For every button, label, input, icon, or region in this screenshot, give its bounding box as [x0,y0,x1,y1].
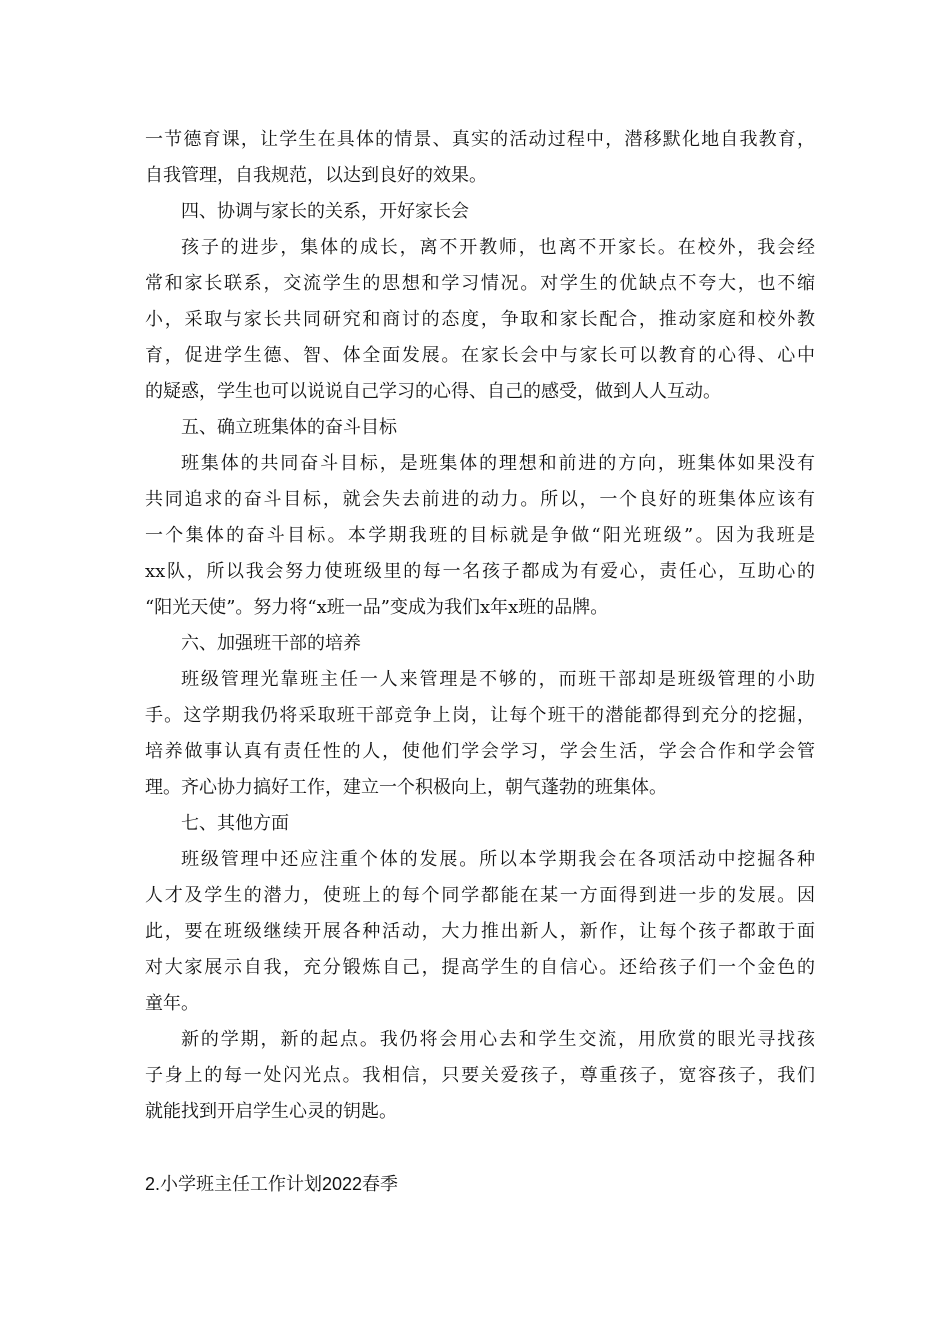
text-line: 班集体的共同奋斗目标，是班集体的理想和前进的方向，班集体如果没有 [181,453,815,474]
text-line: 孩子的进步，集体的成长，离不开教师，也离不开家长。在校外，我会经 [181,237,815,258]
text-line: 常和家长联系，交流学生的思想和学习情况。对学生的优缺点不夸大，也不缩 [145,273,815,294]
text-line: 子身上的每一处闪光点。我相信，只要关爱孩子，尊重孩子，宽容孩子，我们 [145,1065,815,1086]
text-line: 共同追求的奋斗目标，就会失去前进的动力。所以，一个良好的班集体应该有 [145,489,815,510]
text-line: 的疑惑，学生也可以说说自己学习的心得、自己的感受，做到人人互动。 [145,381,721,402]
text-line: 童年。 [145,993,199,1014]
text-line: 理。齐心协力搞好工作，建立一个积极向上，朝气蓬勃的班集体。 [145,777,667,798]
text-line: 人才及学生的潜力，使班上的每个同学都能在某一方面得到进一步的发展。因 [145,885,815,906]
text-line: 对大家展示自我，充分锻炼自己，提高学生的自信心。还给孩子们一个金色的 [145,957,815,978]
section-heading: 五、确立班集体的奋斗目标 [181,417,397,438]
text-line: 班级管理光靠班主任一人来管理是不够的，而班干部却是班级管理的小助 [181,669,815,690]
text-line: 班级管理中还应注重个体的发展。所以本学期我会在各项活动中挖掘各种 [181,849,815,870]
text-line: 一节德育课，让学生在具体的情景、真实的活动过程中，潜移默化地自我教育， [145,129,815,150]
section-heading: 六、加强班干部的培养 [181,633,361,654]
text-line: 育，促进学生德、智、体全面发展。在家长会中与家长可以教育的心得、心中 [145,345,815,366]
text-line: 自我管理，自我规范，以达到良好的效果。 [145,165,487,186]
text-line: 一个集体的奋斗目标。本学期我班的目标就是争做“阳光班级”。因为我班是 [145,525,815,546]
text-line: “阳光天使”。努力将“x班一品”变成为我们x年x班的品牌。 [145,597,609,618]
text-line: 小，采取与家长共同研究和商讨的态度，争取和家长配合，推动家庭和校外教 [145,309,815,330]
section-heading: 四、协调与家长的关系，开好家长会 [181,201,469,222]
text-line: xx队，所以我会努力使班级里的每一名孩子都成为有爱心，责任心，互助心的 [145,561,815,582]
next-section-title: 2.小学班主任工作计划2022春季 [145,1174,399,1194]
text-line: 新的学期，新的起点。我仍将会用心去和学生交流，用欣赏的眼光寻找孩 [181,1029,815,1050]
text-line: 手。这学期我仍将采取班干部竞争上岗，让每个班干的潜能都得到充分的挖掘， [145,705,815,726]
text-line: 此，要在班级继续开展各种活动，大力推出新人，新作，让每个孩子都敢于面 [145,921,815,942]
text-line: 就能找到开启学生心灵的钥匙。 [145,1101,397,1122]
text-line: 培养做事认真有责任性的人，使他们学会学习，学会生活，学会合作和学会管 [145,741,815,762]
section-heading: 七、其他方面 [181,813,289,834]
